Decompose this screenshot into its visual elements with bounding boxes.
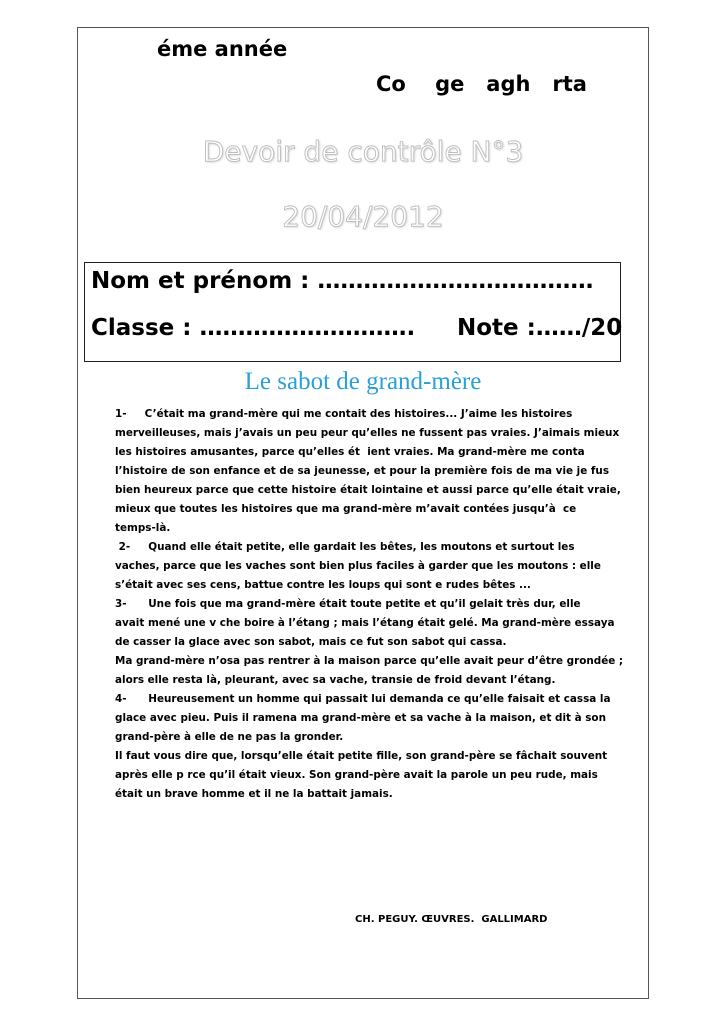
story-line: vaches, parce que les vaches sont bien plus faciles à garder que les moutons : elle — [115, 560, 601, 572]
student-info-box — [84, 262, 621, 362]
story-line: 2- Quand elle était petite, elle gardait les bêtes, les moutons et surtout les — [115, 541, 575, 553]
name-field[interactable]: Nom et prénom : ……………………………… — [91, 268, 594, 294]
story-line: grand-père à elle de ne pas la gronder. — [115, 731, 344, 743]
story-line: mieux que toutes les histoires que ma grand-mère m’avait contées jusqu’à ce — [115, 503, 577, 515]
story-line: l’histoire de son enfance et de sa jeunesse, et pour la première fois de ma vie je fus — [115, 465, 610, 477]
story-line: Ma grand-mère n’osa pas rentrer à la maison parce qu’elle avait peur d’être grondée ; — [115, 655, 624, 667]
story-line: 3- Une fois que ma grand-mère était toute petite et qu’il gelait très dur, elle — [115, 598, 581, 610]
school-name: Co ge agh rta — [376, 72, 587, 96]
story-line: glace avec pieu. Puis il ramena ma grand-mère et sa vache à la maison, et dit à son — [115, 712, 606, 724]
story-title: Le sabot de grand-mère — [244, 368, 482, 395]
story-line: après elle p rce qu’il était vieux. Son grand-père avait la parole un peu rude, mais — [115, 769, 598, 781]
story-line: s’était avec ses cens, battue contre les loups qui sont e rudes bêtes ... — [115, 579, 531, 591]
story-line: les histoires amusantes, parce qu’elles ét ient vraies. Ma grand-mère me conta — [115, 446, 585, 458]
story-line: avait mené une v che boire à l’étang ; mais l’étang était gelé. Ma grand-mère essaya — [115, 617, 615, 629]
grade-field: Note :……/20 — [457, 315, 623, 341]
exam-title: Devoir de contrôle N°3 — [202, 135, 524, 168]
source-citation: CH. PEGUY. ŒUVRES. GALLIMARD — [355, 914, 548, 925]
story-line: de casser la glace avec son sabot, mais ce fut son sabot qui cassa. — [115, 636, 507, 648]
story-line: merveilleuses, mais j’avais un peu peur qu’elles ne fussent pas vraies. J’aimais mieux — [115, 427, 620, 439]
story-line: temps-là. — [115, 522, 171, 534]
exam-date: 20/04/2012 — [282, 200, 444, 233]
grade-level: éme année — [157, 37, 288, 61]
story-line: bien heureux parce que cette histoire était lointaine et aussi parce qu’elle était vraie, — [115, 484, 621, 496]
story-line: était un brave homme et il ne la battait jamais. — [115, 788, 393, 800]
story-line: 4- Heureusement un homme qui passait lui demanda ce qu’elle faisait et cassa la — [115, 693, 611, 705]
story-line: Il faut vous dire que, lorsqu’elle était petite fille, son grand-père se fâchait souvent — [115, 750, 608, 762]
story-text — [115, 405, 635, 804]
story-line: 1- C’était ma grand-mère qui me contait des histoires... J’aime les histoires — [115, 408, 573, 420]
story-line: alors elle resta là, pleurant, avec sa vache, transie de froid devant l’étang. — [115, 674, 556, 686]
class-field[interactable]: Classe : ………………………. — [91, 315, 416, 341]
